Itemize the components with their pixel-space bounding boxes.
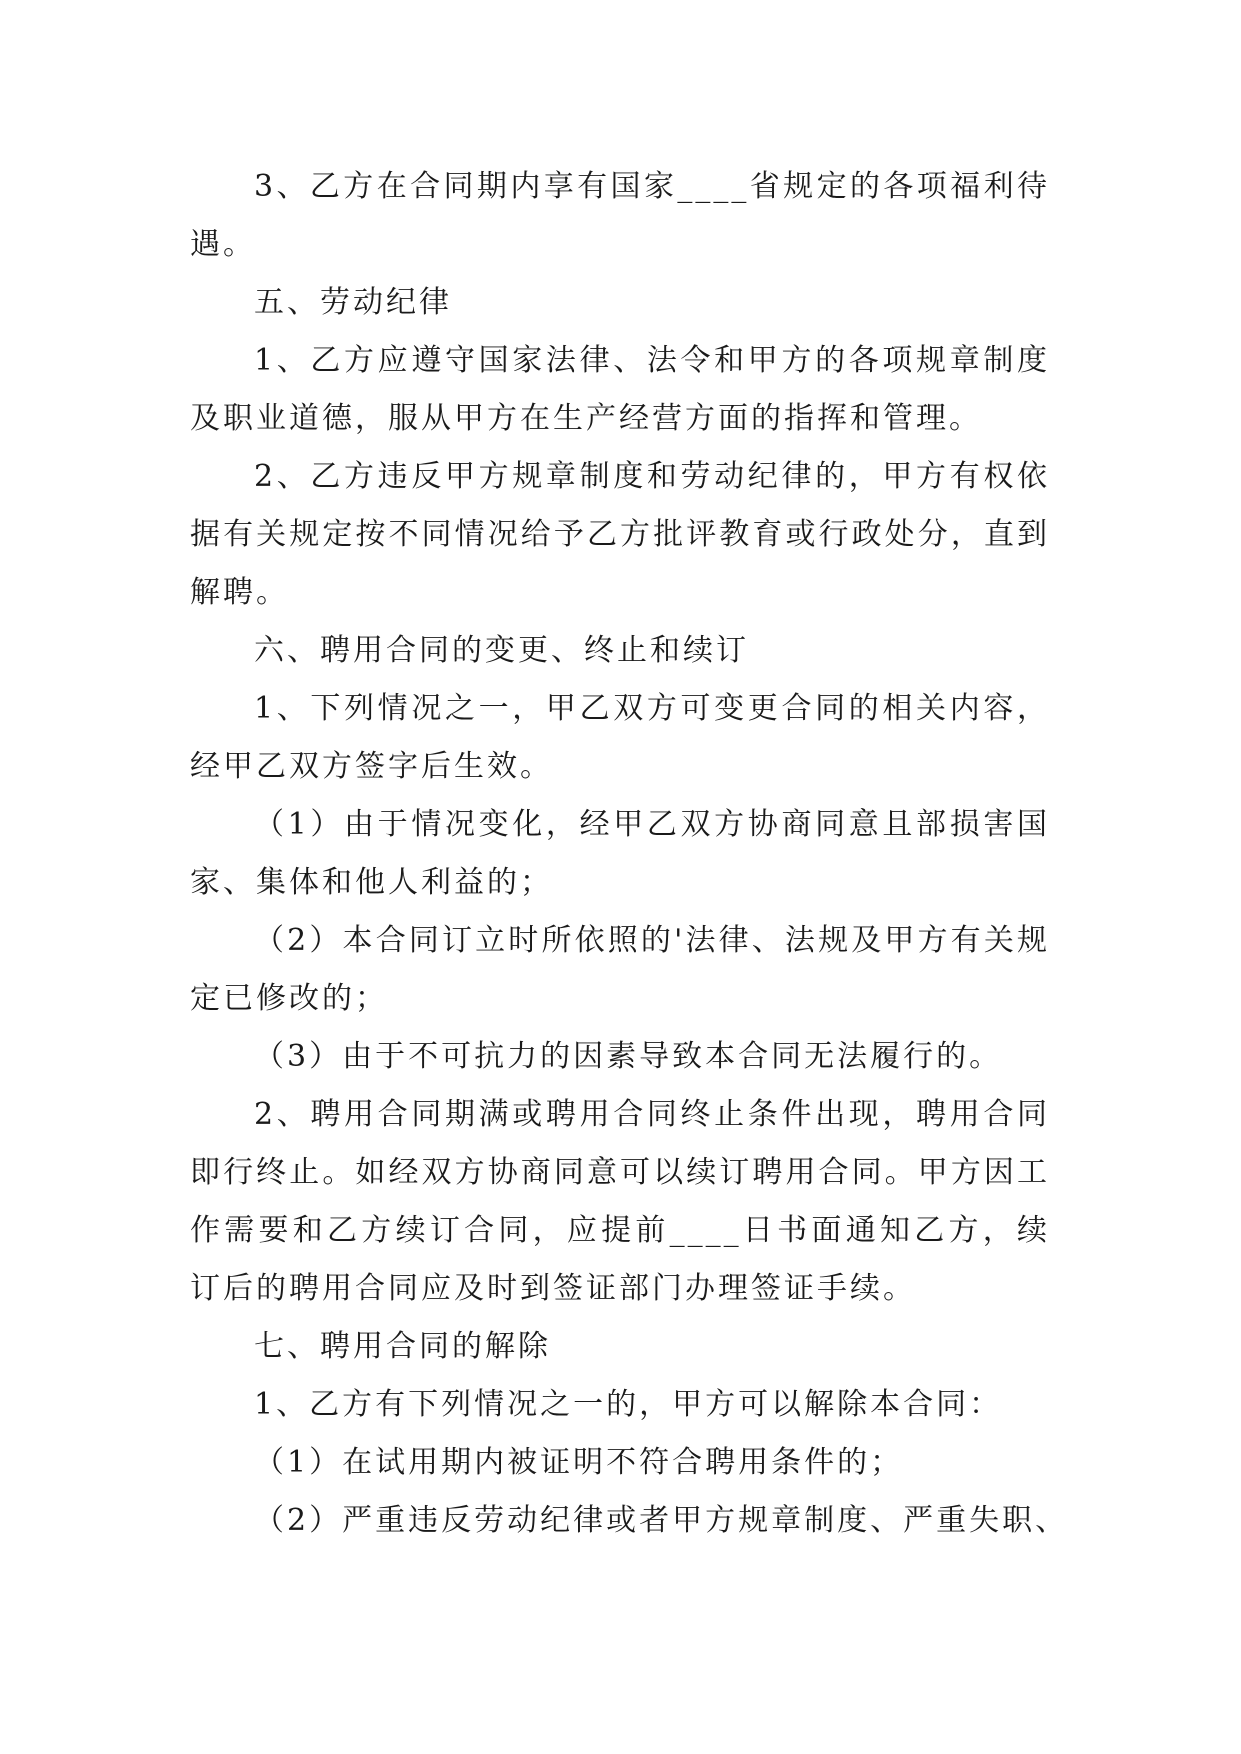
section-heading-contract-change: 六、聘用合同的变更、终止和续订	[254, 633, 749, 668]
section-heading-labor-discipline: 五、劳动纪律	[254, 285, 452, 320]
list-item-termination-2: （2）严重违反劳动纪律或者甲方规章制度、严重失职、	[254, 1503, 1069, 1538]
paragraph-change-conditions: 1、下列情况之一，甲乙双方可变更合同的相关内容，经甲乙双方签字后生效。	[190, 691, 1050, 784]
paragraph-contract-renewal: 2、聘用合同期满或聘用合同终止条件出现，聘用合同即行终止。如经双方协商同意可以续订聘用合同。甲方因工作需要和乙方续订合同，应提前____日书面通知乙方，续订后的聘用合同应及时到签证部门办理签证手续。	[190, 1097, 1050, 1306]
paragraph-violation-penalty: 2、乙方违反甲方规章制度和劳动纪律的，甲方有权依据有关规定按不同情况给予乙方批评教育或行政处分，直到解聘。	[190, 459, 1050, 610]
section-heading-contract-termination: 七、聘用合同的解除	[254, 1329, 551, 1364]
list-item-change-2: （2）本合同订立时所依照的'法律、法规及甲方有关规定已修改的；	[190, 923, 1050, 1016]
paragraph-termination-conditions: 1、乙方有下列情况之一的，甲方可以解除本合同：	[254, 1387, 1003, 1422]
paragraph-obey-rules: 1、乙方应遵守国家法律、法令和甲方的各项规章制度及职业道德，服从甲方在生产经营方面的指挥和管理。	[190, 343, 1050, 436]
list-item-change-1: （1）由于情况变化，经甲乙双方协商同意且部损害国家、集体和他人利益的；	[190, 807, 1050, 900]
paragraph-welfare: 3、乙方在合同期内享有国家____省规定的各项福利待遇。	[190, 169, 1050, 262]
list-item-change-3: （3）由于不可抗力的因素导致本合同无法履行的。	[254, 1039, 1003, 1074]
list-item-termination-1: （1）在试用期内被证明不符合聘用条件的；	[254, 1445, 904, 1480]
document-body	[190, 158, 1069, 1550]
